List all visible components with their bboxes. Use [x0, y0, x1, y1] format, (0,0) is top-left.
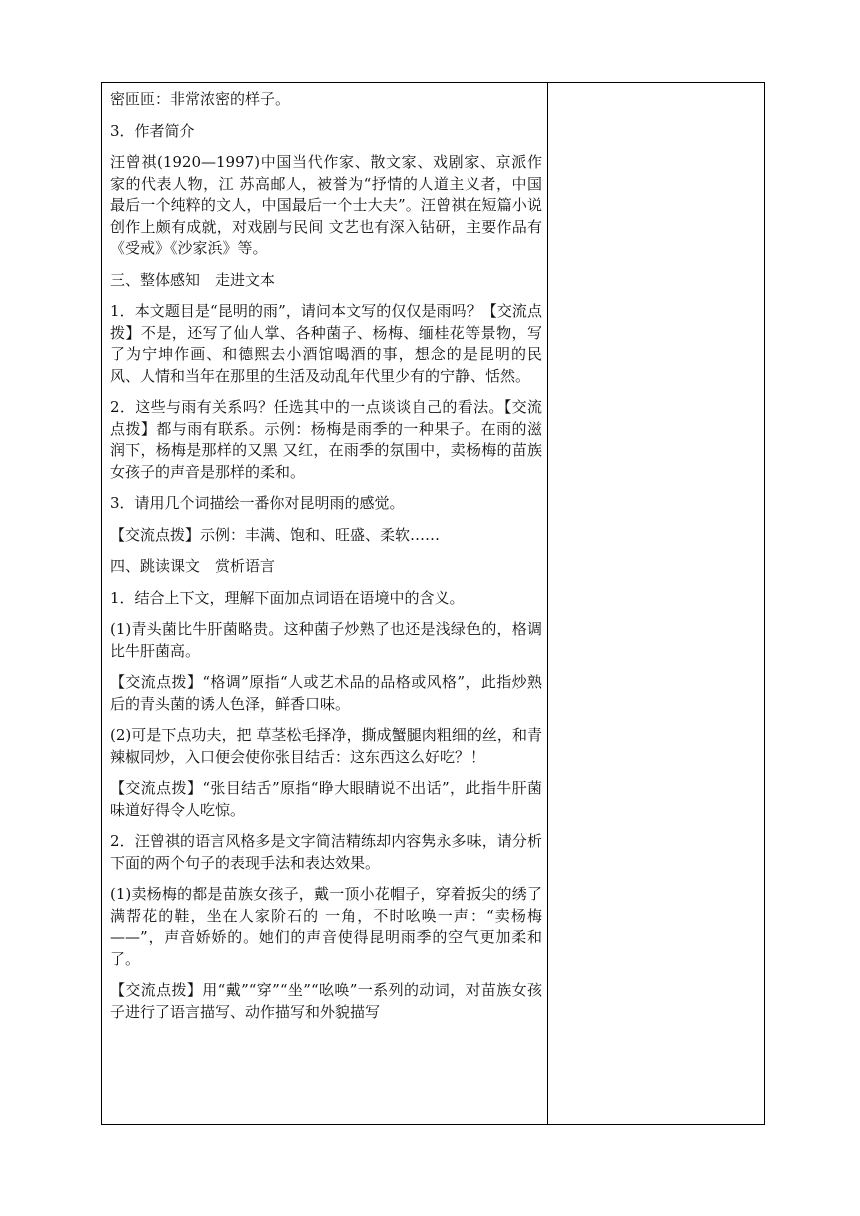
task-2: 2．汪曾祺的语言风格多是文字简洁精练却内容隽永多味，请分析下面的两个句子的表现手法和表达效果。 — [110, 832, 542, 872]
lesson-table — [101, 82, 765, 1125]
answer-example-2: 【交流点拨】“张目结舌”原指“睁大眼睛说不出话”，此指牛肝菌味道好得令人吃惊。 — [110, 779, 542, 819]
section-heading-author: 3．作者简介 — [110, 121, 195, 140]
answer-sentence-1: 【交流点拨】用“戴”“穿”“坐”“吆唤”一系列的动词，对苗族女孩子进行了语言描写、动作描写和外貌描写 — [110, 981, 542, 1021]
answer-example-1: 【交流点拨】“格调”原指“人或艺术品的品格或风格”，此指炒熟后的青头菌的诱人色泽，鲜香口味。 — [110, 673, 542, 713]
question-2: 2．这些与雨有关系吗？任选其中的一点谈谈自己的看法。【交流点拨】都与雨有联系。示例：杨梅是雨季的一种果子。在雨的滋润下，杨梅是那样的又黑 又红，在雨季的氛围中，卖杨梅的苗族女孩子的声音是那样的柔和。 — [110, 398, 542, 481]
example-1: (1)青头菌比牛肝菌略贵。这种菌子炒熟了也还是浅绿色的，格调比牛肝菌高。 — [110, 620, 542, 660]
task-1: 1．结合上下文，理解下面加点词语在语境中的含义。 — [110, 588, 465, 607]
content-column — [110, 89, 542, 1031]
answer-3: 【交流点拨】示例：丰满、饱和、旺盛、柔软…… — [110, 525, 441, 544]
author-bio: 汪曾祺(1920—1997)中国当代作家、散文家、戏剧家、京派作家的代表人物，江 苏高邮人，被誉为“抒情的人道主义者，中国最后一个纯粹的文人，中国最后一个士大夫”。汪曾祺在短篇小说创作上颇有成就，对戏剧与民间 文艺也有深入钻研，主要作品有《受戒》《沙家浜》等。 — [110, 153, 542, 257]
section-heading-4: 四、跳读课文 赏析语言 — [110, 557, 276, 575]
question-1: 1．本文题目是“昆明的雨”，请问本文写的仅仅是雨吗？【交流点拨】不是，还写了仙人掌、各种菌子、杨梅、缅桂花等景物，写了为宁坤作画、和德熙去小酒馆喝酒的事，想念的是昆明的民风、人情和当年在那里的生活及动乱年代里少有的宁静、恬然。 — [110, 302, 542, 385]
vocab-note: 密匝匝：非常浓密的样子。 — [110, 90, 291, 108]
sentence-1: (1)卖杨梅的都是苗族女孩子，戴一顶小花帽子，穿着扳尖的绣了满帮花的鞋，坐在人家阶石的 一角，不时吆唤一声：“卖杨梅——”，声音娇娇的。她们的声音使得昆明雨季的空气更加柔和了。 — [110, 885, 542, 968]
section-heading-3: 三、整体感知 走进文本 — [110, 270, 276, 289]
example-2: (2)可是下点功夫，把 草茎松毛择净，撕成蟹腿肉粗细的丝，和青辣椒同炒，入口便会使你张目结舌：这东西这么好吃？！ — [110, 726, 542, 766]
notes-column — [548, 83, 764, 1124]
question-3: 3．请用几个词描绘一番你对昆明雨的感觉。 — [110, 494, 405, 512]
